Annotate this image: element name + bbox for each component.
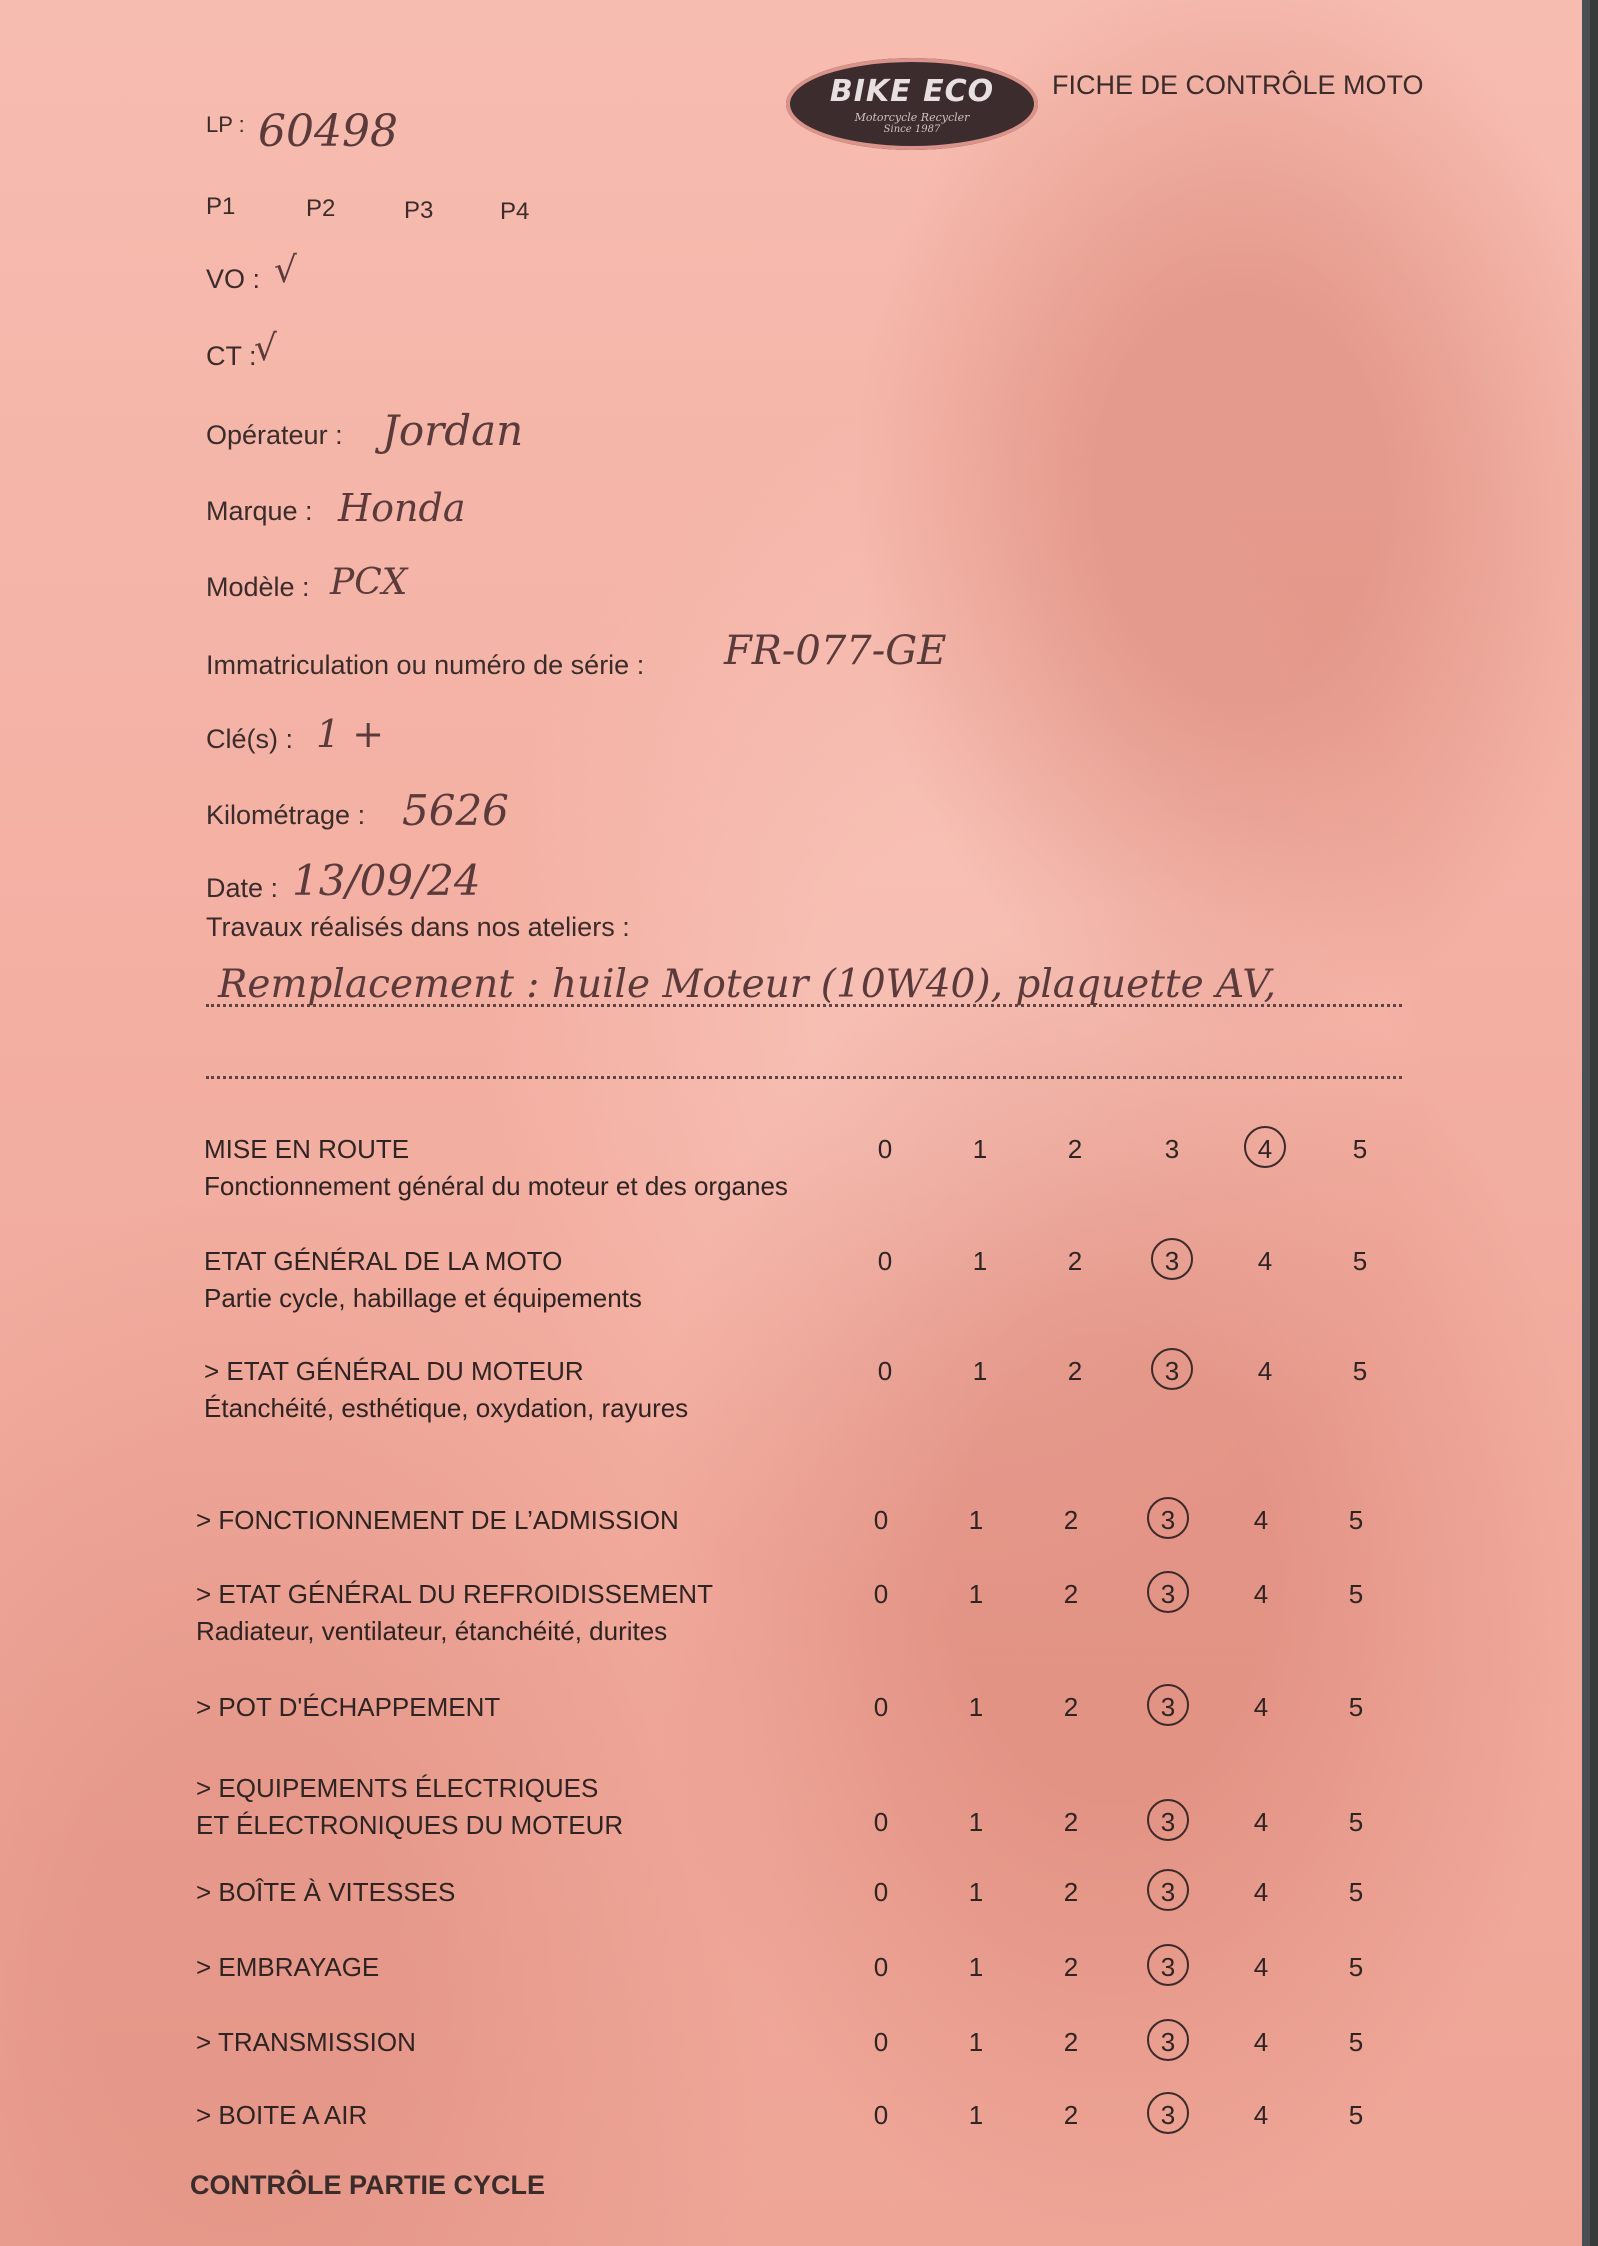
score-option-3[interactable]: 3 bbox=[1157, 1246, 1187, 1277]
score-option-3[interactable]: 3 bbox=[1153, 1505, 1183, 1536]
check-item-subtitle: Fonctionnement général du moteur et des organes bbox=[204, 1171, 788, 1201]
score-option-1[interactable]: 1 bbox=[968, 1952, 984, 1982]
score-option-5[interactable]: 5 bbox=[1352, 1134, 1368, 1164]
check-item-title: > TRANSMISSION bbox=[196, 2027, 416, 2057]
score-option-4[interactable]: 4 bbox=[1253, 1505, 1269, 1535]
score-option-4[interactable]: 4 bbox=[1257, 1356, 1273, 1386]
score-option-3[interactable]: 3 bbox=[1164, 1134, 1180, 1164]
score-option-5[interactable]: 5 bbox=[1348, 1505, 1364, 1535]
check-item-subtitle: Radiateur, ventilateur, étanchéité, durites bbox=[196, 1616, 668, 1646]
score-option-5[interactable]: 5 bbox=[1352, 1356, 1368, 1386]
score-option-2[interactable]: 2 bbox=[1067, 1356, 1083, 1386]
score-option-5[interactable]: 5 bbox=[1348, 2100, 1364, 2130]
immat-label: Immatriculation ou numéro de série : bbox=[206, 650, 645, 680]
check-item-title: > BOÎTE À VITESSES bbox=[196, 1877, 456, 1907]
score-option-3[interactable]: 3 bbox=[1153, 1807, 1183, 1838]
score-option-4[interactable]: 4 bbox=[1253, 1952, 1269, 1982]
score-option-4[interactable]: 4 bbox=[1257, 1246, 1273, 1276]
score-option-0[interactable]: 0 bbox=[877, 1246, 893, 1276]
score-option-2[interactable]: 2 bbox=[1063, 1579, 1079, 1609]
score-option-0[interactable]: 0 bbox=[873, 2100, 889, 2130]
score-option-0[interactable]: 0 bbox=[873, 1877, 889, 1907]
marque-value: Honda bbox=[338, 486, 466, 530]
score-option-1[interactable]: 1 bbox=[972, 1134, 988, 1164]
p1-option: P1 bbox=[206, 193, 236, 220]
check-item-title: > EQUIPEMENTS ÉLECTRIQUES bbox=[196, 1773, 599, 1803]
check-item-title: > EMBRAYAGE bbox=[196, 1952, 380, 1982]
cles-label: Clé(s) : bbox=[206, 724, 293, 754]
score-option-2[interactable]: 2 bbox=[1063, 1952, 1079, 1982]
bike-eco-logo bbox=[786, 58, 1038, 150]
score-option-3[interactable]: 3 bbox=[1153, 1579, 1183, 1610]
date-label: Date : bbox=[206, 873, 279, 903]
modele-label: Modèle : bbox=[206, 572, 310, 602]
check-item-subtitle: ET ÉLECTRONIQUES DU MOTEUR bbox=[196, 1810, 624, 1840]
logo-text: BIKE ECO bbox=[829, 73, 995, 109]
lp-label: LP : bbox=[206, 112, 245, 137]
score-option-4[interactable]: 4 bbox=[1253, 1877, 1269, 1907]
score-option-5[interactable]: 5 bbox=[1348, 2027, 1364, 2057]
score-option-2[interactable]: 2 bbox=[1063, 1807, 1079, 1837]
score-option-4[interactable]: 4 bbox=[1253, 2027, 1269, 2057]
score-option-4[interactable]: 4 bbox=[1253, 1807, 1269, 1837]
score-option-1[interactable]: 1 bbox=[968, 1877, 984, 1907]
immat-value: FR-077-GE bbox=[724, 628, 947, 674]
check-item-title: > FONCTIONNEMENT DE L’ADMISSION bbox=[196, 1505, 679, 1535]
score-option-2[interactable]: 2 bbox=[1067, 1246, 1083, 1276]
score-option-3[interactable]: 3 bbox=[1153, 2027, 1183, 2058]
ct-check: √ bbox=[254, 328, 277, 369]
check-item-subtitle: Étanchéité, esthétique, oxydation, rayures bbox=[204, 1393, 689, 1423]
score-option-0[interactable]: 0 bbox=[873, 2027, 889, 2057]
lp-value: 60498 bbox=[258, 106, 398, 157]
logo-since: Since 1987 bbox=[883, 123, 941, 135]
score-option-1[interactable]: 1 bbox=[968, 1579, 984, 1609]
scan-edge bbox=[1582, 0, 1590, 2246]
score-option-3[interactable]: 3 bbox=[1157, 1356, 1187, 1387]
kilometrage-label: Kilométrage : bbox=[206, 800, 366, 830]
score-option-2[interactable]: 2 bbox=[1067, 1134, 1083, 1164]
score-option-5[interactable]: 5 bbox=[1348, 1952, 1364, 1982]
score-option-5[interactable]: 5 bbox=[1348, 1579, 1364, 1609]
score-option-2[interactable]: 2 bbox=[1063, 2027, 1079, 2057]
vo-label: VO : bbox=[206, 264, 261, 294]
section-title-partie-cycle: CONTRÔLE PARTIE CYCLE bbox=[190, 2170, 546, 2200]
score-option-1[interactable]: 1 bbox=[968, 1692, 984, 1722]
score-option-2[interactable]: 2 bbox=[1063, 2100, 1079, 2130]
score-option-5[interactable]: 5 bbox=[1348, 1692, 1364, 1722]
score-option-0[interactable]: 0 bbox=[873, 1579, 889, 1609]
check-item-title: > ETAT GÉNÉRAL DU MOTEUR bbox=[204, 1356, 584, 1386]
score-option-0[interactable]: 0 bbox=[873, 1807, 889, 1837]
p3-option: P3 bbox=[404, 197, 434, 224]
score-option-0[interactable]: 0 bbox=[873, 1692, 889, 1722]
travaux-dotted-line-1 bbox=[206, 1004, 1402, 1007]
score-option-4[interactable]: 4 bbox=[1253, 2100, 1269, 2130]
score-option-3[interactable]: 3 bbox=[1153, 1877, 1183, 1908]
travaux-dotted-line-2 bbox=[206, 1076, 1402, 1079]
check-item-title: ETAT GÉNÉRAL DE LA MOTO bbox=[204, 1246, 563, 1276]
ct-label: CT : bbox=[206, 341, 257, 371]
score-option-0[interactable]: 0 bbox=[877, 1356, 893, 1386]
kilometrage-value: 5626 bbox=[402, 786, 509, 835]
check-item-title: > POT D'ÉCHAPPEMENT bbox=[196, 1692, 501, 1722]
p2-option: P2 bbox=[306, 195, 336, 222]
check-item-title: > ETAT GÉNÉRAL DU REFROIDISSEMENT bbox=[196, 1579, 713, 1609]
score-option-3[interactable]: 3 bbox=[1153, 1692, 1183, 1723]
date-value: 13/09/24 bbox=[292, 856, 481, 905]
score-option-1[interactable]: 1 bbox=[968, 1505, 984, 1535]
score-option-0[interactable]: 0 bbox=[877, 1134, 893, 1164]
score-option-3[interactable]: 3 bbox=[1153, 1952, 1183, 1983]
score-option-1[interactable]: 1 bbox=[968, 1807, 984, 1837]
score-option-1[interactable]: 1 bbox=[972, 1246, 988, 1276]
score-option-5[interactable]: 5 bbox=[1352, 1246, 1368, 1276]
travaux-label: Travaux réalisés dans nos ateliers : bbox=[206, 912, 630, 942]
p4-option: P4 bbox=[500, 198, 530, 225]
logo-tagline: Motorcycle Recycler bbox=[854, 110, 970, 124]
score-option-2[interactable]: 2 bbox=[1063, 1877, 1079, 1907]
score-option-1[interactable]: 1 bbox=[968, 2100, 984, 2130]
check-item-subtitle: Partie cycle, habillage et équipements bbox=[204, 1283, 642, 1313]
operateur-value: Jordan bbox=[382, 406, 524, 455]
marque-label: Marque : bbox=[206, 496, 313, 526]
modele-value: PCX bbox=[330, 562, 408, 603]
document-title: FICHE DE CONTRÔLE MOTO bbox=[1052, 70, 1424, 100]
score-option-2[interactable]: 2 bbox=[1063, 1505, 1079, 1535]
score-option-0[interactable]: 0 bbox=[873, 1505, 889, 1535]
score-option-4[interactable]: 4 bbox=[1250, 1134, 1280, 1165]
score-option-5[interactable]: 5 bbox=[1348, 1807, 1364, 1837]
score-option-1[interactable]: 1 bbox=[972, 1356, 988, 1386]
score-option-0[interactable]: 0 bbox=[873, 1952, 889, 1982]
score-option-2[interactable]: 2 bbox=[1063, 1692, 1079, 1722]
operateur-label: Opérateur : bbox=[206, 420, 343, 450]
check-item-title: > BOITE A AIR bbox=[196, 2100, 368, 2130]
travaux-line-1: Remplacement : huile Moteur (10W40), plaquette AV, bbox=[218, 962, 1277, 1007]
score-option-3[interactable]: 3 bbox=[1153, 2100, 1183, 2131]
check-item-title: MISE EN ROUTE bbox=[204, 1134, 410, 1164]
score-option-5[interactable]: 5 bbox=[1348, 1877, 1364, 1907]
cles-value: 1 + bbox=[316, 712, 385, 756]
score-option-4[interactable]: 4 bbox=[1253, 1579, 1269, 1609]
score-option-4[interactable]: 4 bbox=[1253, 1692, 1269, 1722]
vo-check: √ bbox=[274, 250, 297, 291]
score-option-1[interactable]: 1 bbox=[968, 2027, 984, 2057]
